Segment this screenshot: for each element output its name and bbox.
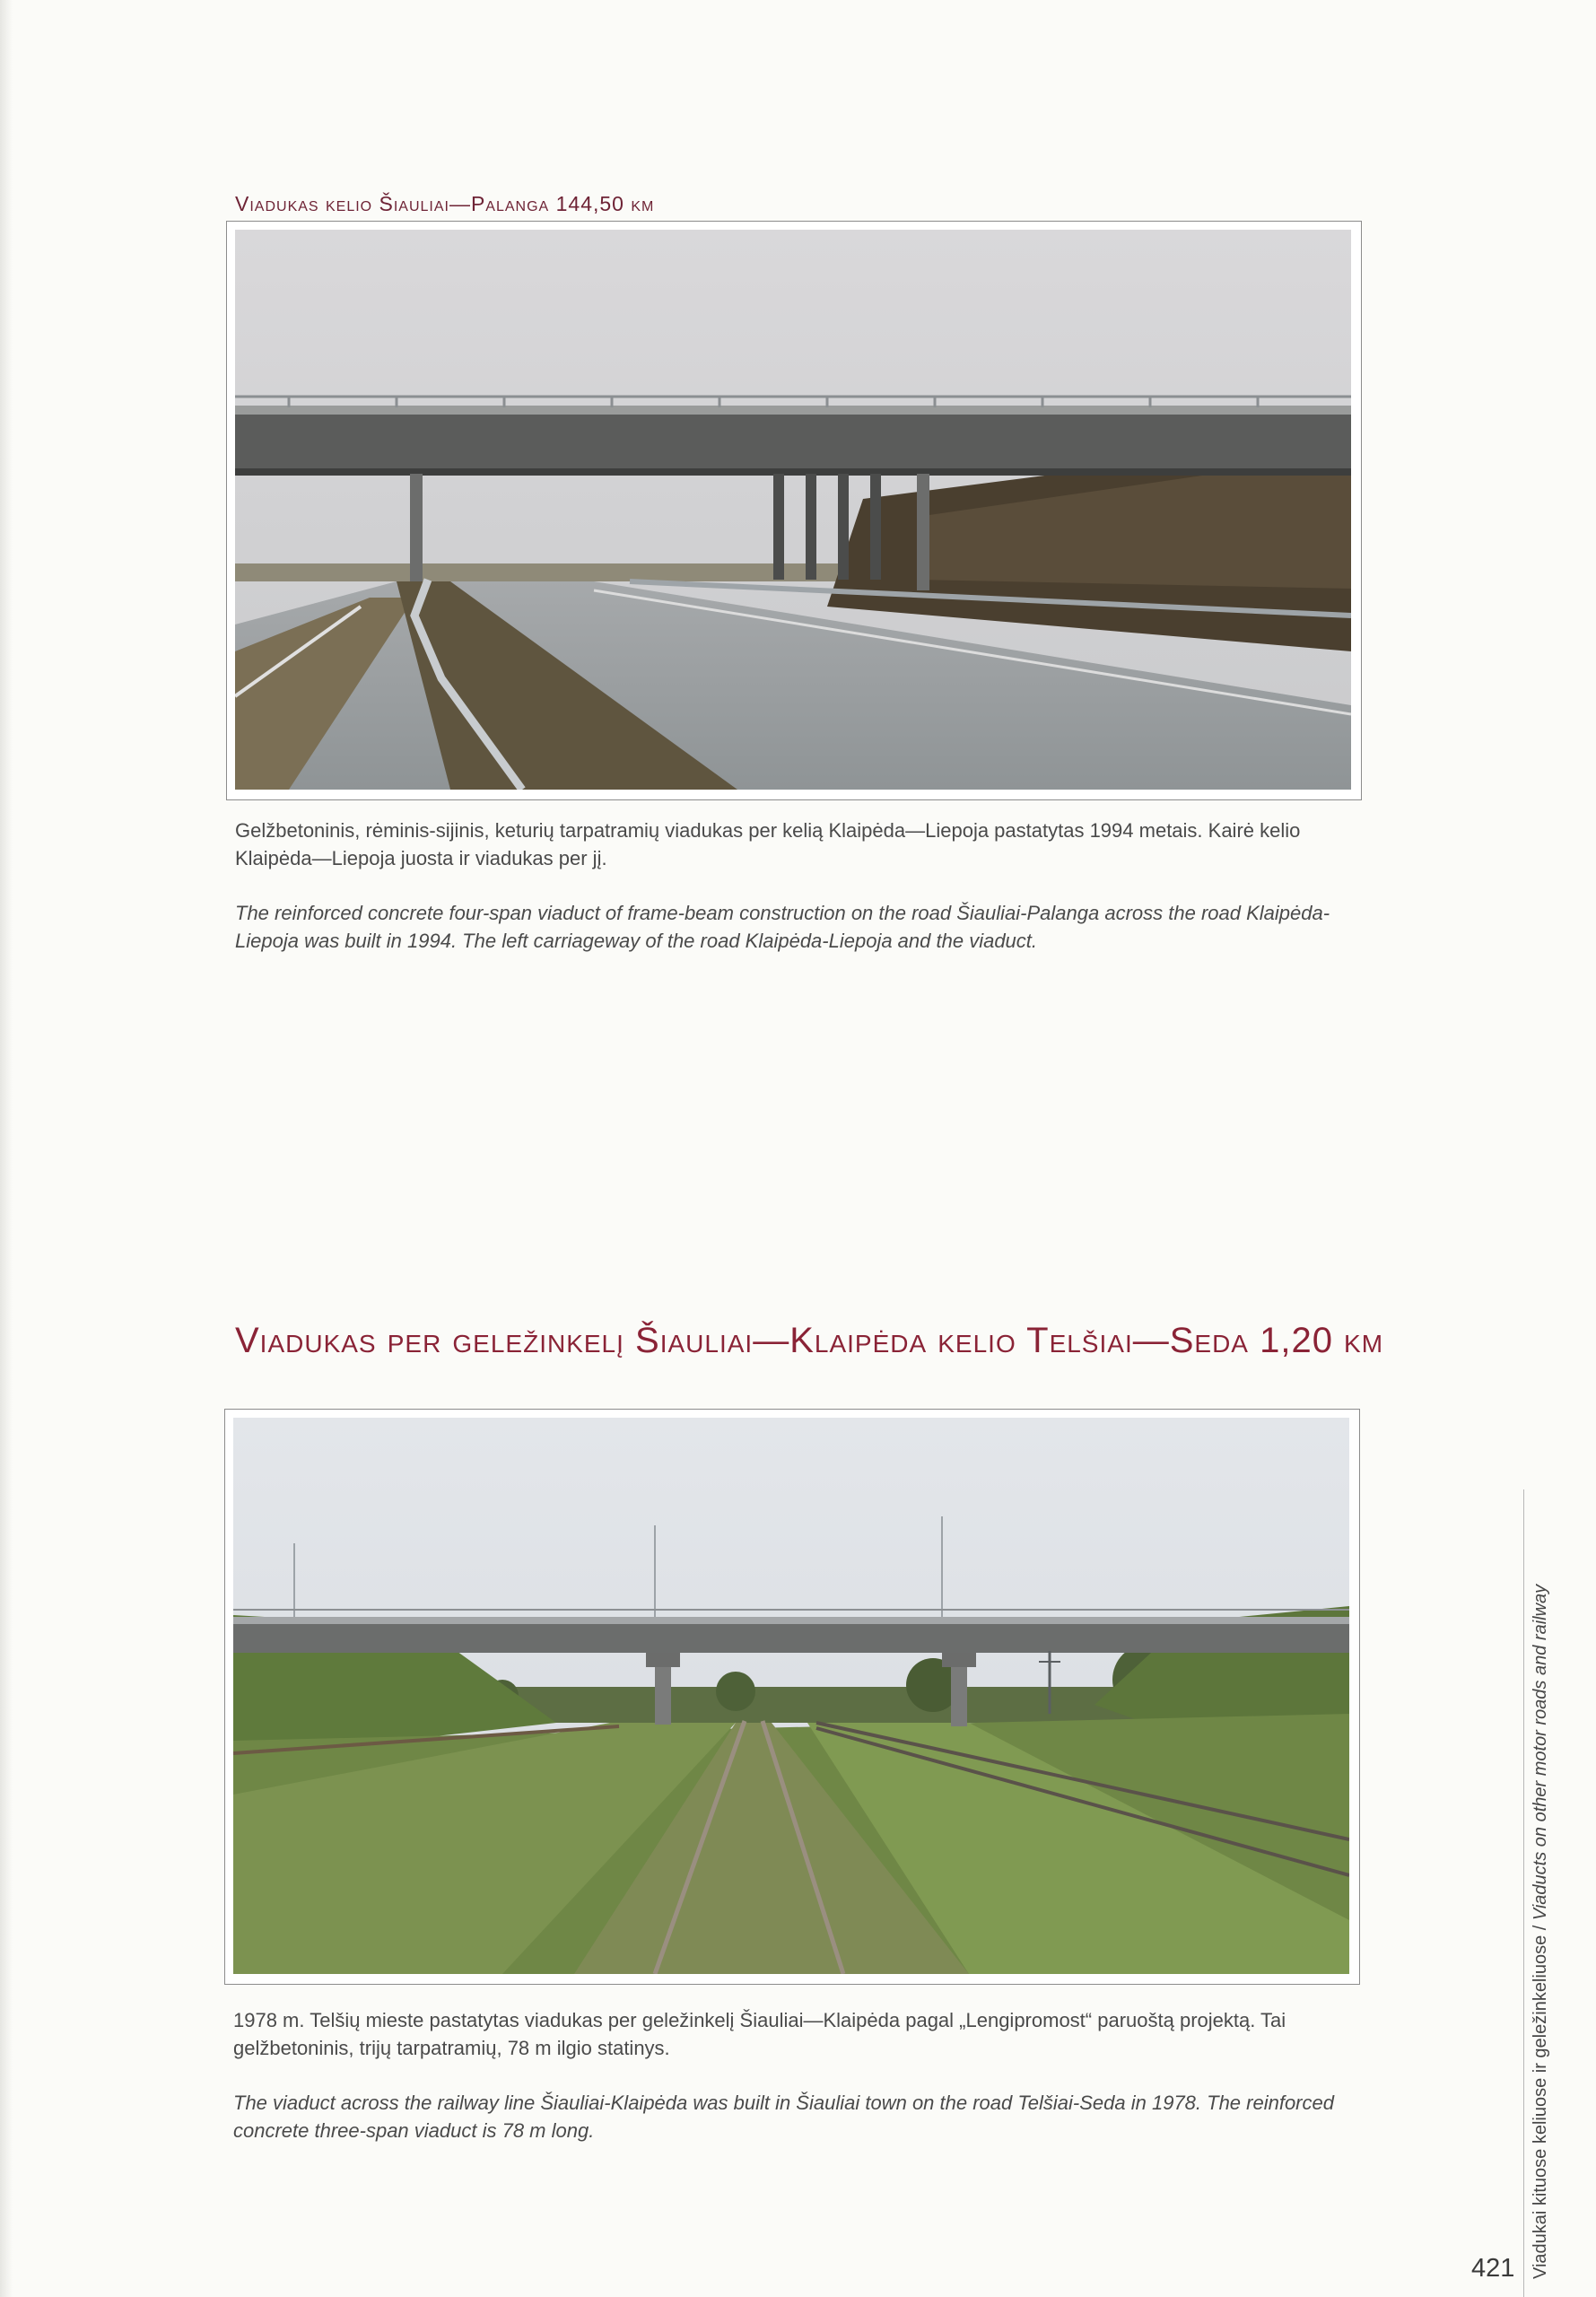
viaduct-road-photo <box>235 230 1351 790</box>
sidebar-text-lt: Viadukai kituose keliuose ir geležinkeliuose / <box>1531 1920 1550 2279</box>
sidebar-text-en: Viaducts on other motor roads and railway <box>1531 1584 1550 1921</box>
photo-frame-1 <box>226 221 1362 800</box>
section-2-title: Viadukas per geležinkelį Šiauliai—Klaipėda kelio Telšiai—Seda 1,20 km <box>235 1321 1384 1360</box>
page-edge <box>0 0 13 2297</box>
page-number: 421 <box>1471 2254 1515 2283</box>
sidebar-running-title <box>1531 1489 1551 2279</box>
caption-1-lt: Gelžbetoninis, rėminis-sijinis, keturių tarpatramių viadukas per kelią Klaipėda—Liepoja pastatytas 1994 metais. Kairė kelio Klaipėda—Liepoja juosta ir viadukas per jį. <box>235 819 1301 869</box>
caption-2-en: The viaduct across the railway line Šiauliai-Klaipėda was built in Šiauliai town on the road Telšiai-Seda in 1978. The reinforced concrete three-span viaduct is 78 m long. <box>233 2092 1334 2142</box>
sidebar-rule <box>1523 1489 1524 2297</box>
caption-2-lt: 1978 m. Telšių mieste pastatytas viadukas per geležinkelį Šiauliai—Klaipėda pagal „Lengipromost“ paruoštą projektą. Tai gelžbetoninis, trijų tarpatramių, 78 m ilgio statinys. <box>233 2009 1286 2059</box>
section-1-title: Viadukas kelio Šiauliai—Palanga 144,50 km <box>235 192 655 215</box>
photo-frame-2 <box>224 1409 1360 1985</box>
viaduct-railway-photo <box>233 1418 1349 1974</box>
caption-1-en: The reinforced concrete four-span viaduct of frame-beam construction on the road Šiauliai-Palanga across the road Klaipėda-Liepoja was built in 1994. The left carriageway of the road Klaipėda-Liepoja and the viaduct. <box>235 902 1330 952</box>
